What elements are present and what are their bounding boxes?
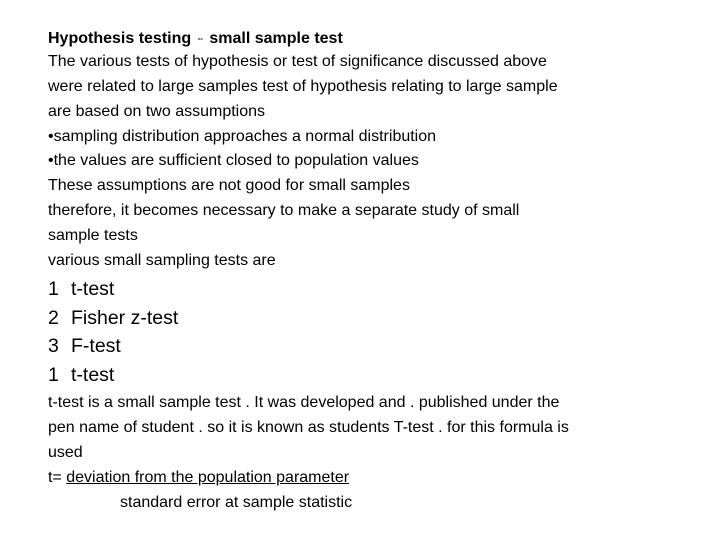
tests-list: [48, 275, 688, 389]
list-item-name: t-test: [71, 278, 115, 301]
ttest-paragraph: [48, 391, 688, 465]
title-rest: small sample test: [209, 30, 343, 48]
formula-prefix: t=: [48, 468, 67, 486]
text-line: t-test is a small sample test . It was developed and . published under the: [48, 394, 560, 412]
title-main: Hypothesis testing: [48, 30, 192, 48]
text-line: The various tests of hypothesis or test of significance discussed above: [48, 53, 547, 71]
list-item-name: Fisher z-test: [71, 306, 179, 329]
bullet-line: •the values are sufficient closed to population values: [48, 152, 419, 170]
formula-denominator: standard error at sample statistic: [120, 493, 353, 511]
list-item: [48, 275, 688, 304]
list-item: [48, 332, 688, 361]
slide-content: [48, 28, 688, 515]
text-line: pen name of student . so it is known as students T-test . for this formula is: [48, 419, 569, 437]
title-separator: --: [197, 34, 203, 43]
list-item-number: 3: [48, 335, 59, 358]
list-item: [48, 361, 688, 390]
text-line: are based on two assumptions: [48, 102, 266, 120]
text-line: used: [48, 444, 83, 461]
formula-numerator: deviation from the population parameter: [66, 468, 350, 486]
text-line: These assumptions are not good for small samples: [48, 177, 410, 195]
list-item-name: F-test: [71, 335, 121, 358]
slide-title: [48, 28, 688, 50]
list-item-number: 2: [48, 306, 59, 329]
bullet-line: •sampling distribution approaches a normal distribution: [48, 127, 437, 145]
text-line: sample tests: [48, 226, 138, 244]
list-item-name: t-test: [71, 363, 115, 386]
list-item-number: 1: [48, 278, 59, 301]
intro-paragraph: [48, 50, 688, 273]
text-line: various small sampling tests are: [48, 251, 276, 269]
list-item: [48, 304, 688, 333]
list-item-number: 1: [48, 363, 59, 386]
text-line: therefore, it becomes necessary to make a separate study of small: [48, 202, 520, 220]
formula: [48, 466, 688, 516]
text-line: were related to large samples test of hypothesis relating to large sample: [48, 78, 558, 96]
formula-numerator-line: [48, 466, 688, 491]
